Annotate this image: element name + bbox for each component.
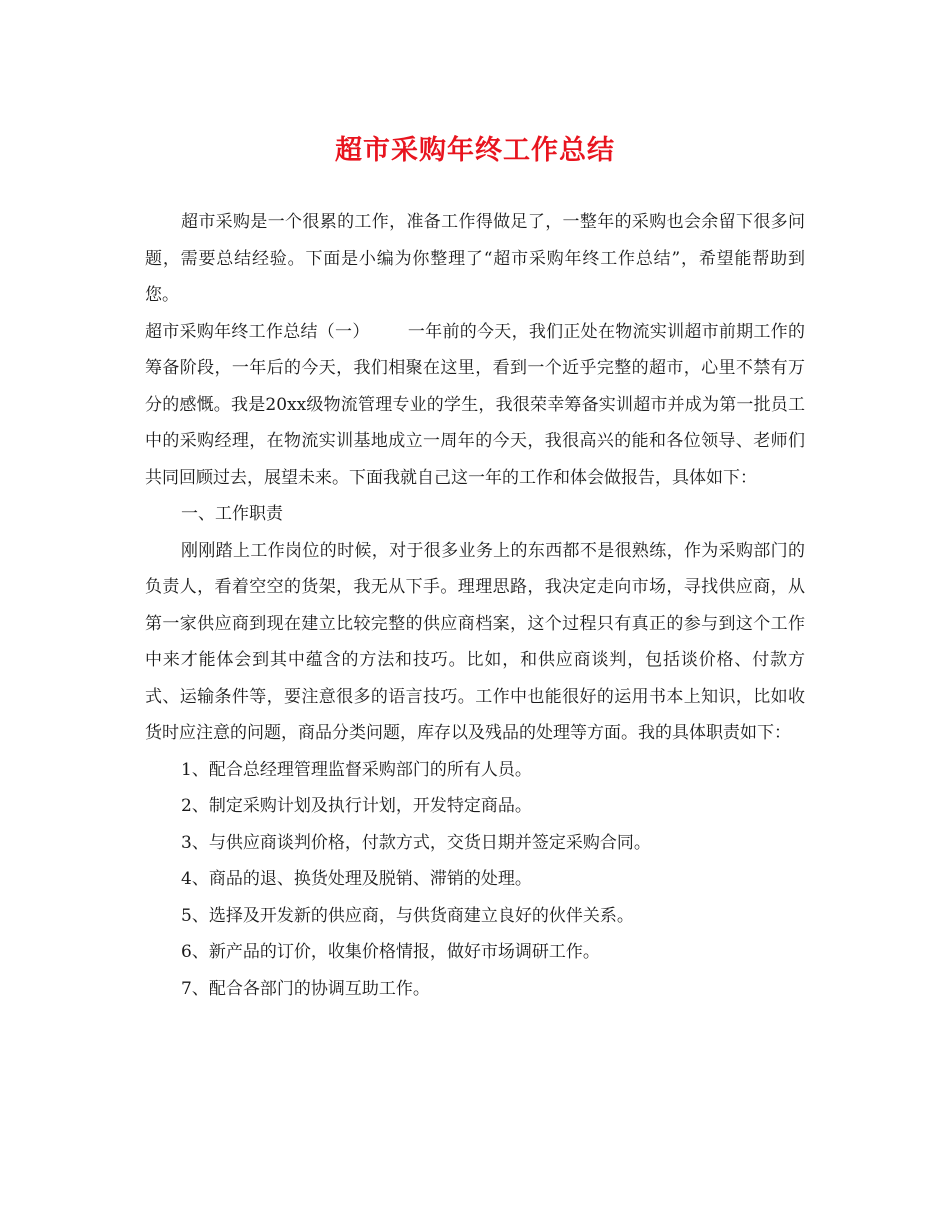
- duties-paragraph: 刚刚踏上工作岗位的时候，对于很多业务上的东西都不是很熟练，作为采购部门的负责人，看着空空的货架，我无从下手。理理思路，我决定走向市场，寻找供应商，从第一家供应商到现在建立比较完整的供应商档案，这个过程只有真正的参与到这个工作中来才能体会到其中蕴含的方法和技巧。比如，和供应商谈判，包括谈价格、付款方式、运输条件等，要注意很多的语言技巧。工作中也能很好的运用书本上知识，比如收货时应注意的问题，商品分类问题，库存以及残品的处理等方面。我的具体职责如下：: [145, 540, 805, 743]
- duty-item-2: 2、制定采购计划及执行计划，开发特定商品。: [181, 796, 532, 816]
- document-body: [145, 204, 805, 1007]
- duty-item-5: 5、选择及开发新的供应商，与供货商建立良好的伙伴关系。: [181, 905, 634, 926]
- document-title: 超市采购年终工作总结: [335, 135, 615, 166]
- duty-item-4: 4、商品的退、换货处理及脱销、滞销的处理。: [181, 869, 532, 889]
- section-one-heading: 超市采购年终工作总结（一）: [145, 321, 370, 342]
- duty-item-6: 6、新产品的订价，收集价格情报，做好市场调研工作。: [181, 942, 600, 962]
- subheading-work-duties: 一、工作职责: [181, 504, 283, 524]
- section-one-paragraph: [145, 314, 805, 497]
- duty-item-1: 1、配合总经理管理监督采购部门的所有人员。: [181, 759, 532, 780]
- duty-item-7: 7、配合各部门的协调互助工作。: [181, 978, 430, 999]
- duty-item-3: 3、与供应商谈判价格，付款方式，交货日期并签定采购合同。: [181, 832, 651, 853]
- intro-paragraph: 超市采购是一个很累的工作，准备工作得做足了，一整年的采购也会余留下很多问题，需要总结经验。下面是小编为你整理了“超市采购年终工作总结”，希望能帮助到您。: [145, 212, 805, 305]
- section-one-text: 一年前的今天，我们正处在物流实训超市前期工作的筹备阶段，一年后的今天，我们相聚在这里，看到一个近乎完整的超市，心里不禁有万分的感慨。我是20xx级物流管理专业的学生，我很荣幸筹备实训超市并成为第一批员工中的采购经理，在物流实训基地成立一周年的今天，我很高兴的能和各位领导、老师们共同回顾过去，展望未来。下面我就自己这一年的工作和体会做报告，具体如下：: [145, 321, 806, 488]
